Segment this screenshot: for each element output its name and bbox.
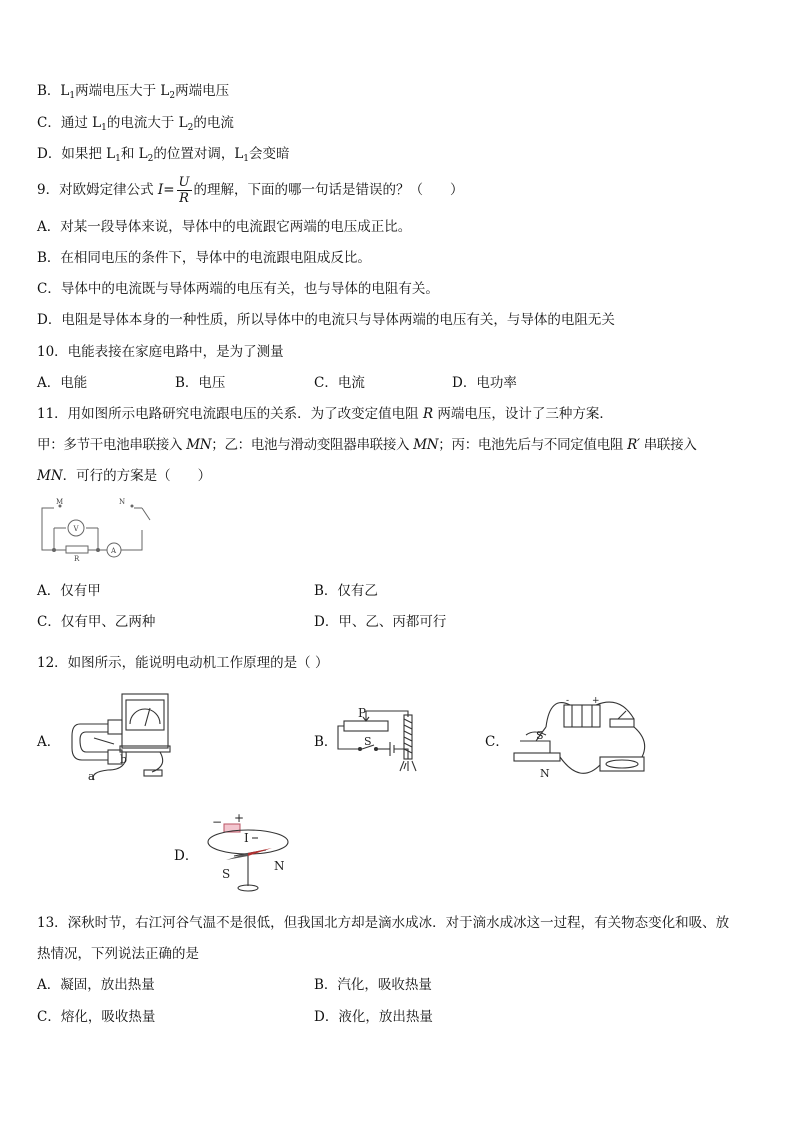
q11-stem: 11．用如图所示电路研究电流跟电压的关系．为了改变定值电阻 R 两端电压，设计了三种方案． <box>37 406 613 422</box>
q10-option-c: C．电流 <box>314 375 365 391</box>
q10-option-a: A．电能 <box>37 375 88 391</box>
q9-option-a: A．对某一段导体来说，导体中的电流跟它两端的电压成正比。 <box>37 219 412 235</box>
q12-label-b: B． <box>314 734 338 750</box>
label-n: N <box>274 859 285 873</box>
ohm-law-fraction: $\frac{U}{R}$ <box>178 175 190 206</box>
terminal-n <box>131 505 134 508</box>
label-b: b <box>120 753 128 766</box>
q12-figure-c-motor-circuit-icon <box>510 695 660 785</box>
label-s: S <box>536 729 544 742</box>
label-plus: + <box>234 811 245 825</box>
q8-option-c: C．通过 $L_1$的电流大于 $L_2$的电流 <box>37 115 234 133</box>
q13-stem-line1: 13．深秋时节，右江河谷气温不是很低，但我国北方却是滴水成冰．对于滴水成冰这一过程，有关物态变化和吸、放 <box>37 915 730 931</box>
q9-stem: 9．对欧姆定律公式 I= $\frac{U}{R}$ 的理解，下面的哪一句话是错误的？（ ） <box>37 175 464 206</box>
label-p: P <box>358 706 367 720</box>
ammeter-icon: A <box>111 547 117 555</box>
q12-figure-a-galvanometer-icon <box>68 690 178 785</box>
q10-option-d: D．电功率 <box>452 375 517 391</box>
q12-figure-d-compass-wire-icon <box>200 812 300 898</box>
q13-option-d: D．液化，放出热量 <box>314 1009 433 1025</box>
q10-stem: 10．电能表接在家庭电路中，是为了测量 <box>37 344 284 360</box>
q8-option-d: D．如果把 $L_1$和 $L_2$的位置对调，$L_1$会变暗 <box>37 146 290 164</box>
label-m: M <box>56 498 64 506</box>
q13-option-c: C．熔化，吸收热量 <box>37 1009 156 1025</box>
label-plus: + <box>592 696 600 706</box>
label-minus: - <box>566 696 570 706</box>
q12-label-d: D． <box>174 848 199 864</box>
q12-label-c: C． <box>485 734 509 750</box>
label-s: S <box>222 867 231 881</box>
q13-option-b: B．汽化，吸收热量 <box>314 977 432 993</box>
q12-label-a: A． <box>37 734 61 750</box>
q9-option-d: D．电阻是导体本身的一种性质，所以导体中的电流只与导体两端的电压有关，与导体的电阻无关 <box>37 312 615 328</box>
q9-option-b: B．在相同电压的条件下，导体中的电流跟电阻成反比。 <box>37 250 371 266</box>
label-minus: − <box>212 815 223 829</box>
q12-figure-b-electromagnet-icon <box>338 703 438 773</box>
label-n: N <box>119 498 126 506</box>
label-n: N <box>540 767 550 780</box>
q11-option-a: A．仅有甲 <box>37 583 101 599</box>
q11-circuit-diagram <box>38 498 158 564</box>
q8-option-b: B．$L_1$两端电压大于 $L_2$两端电压 <box>37 83 230 101</box>
label-s: S <box>364 735 372 748</box>
q9-option-c: C．导体中的电流既与导体两端的电压有关，也与导体的电阻有关。 <box>37 281 439 297</box>
q11-option-c: C．仅有甲、乙两种 <box>37 614 156 630</box>
q11-option-b: B．仅有乙 <box>314 583 378 599</box>
label-i: I <box>244 831 249 845</box>
q13-stem-line2: 热情况，下列说法正确的是 <box>37 946 199 962</box>
q11-question: MN．可行的方案是（ ） <box>37 468 212 484</box>
q11-schemes: 甲：多节干电池串联接入 MN；乙：电池与滑动变阻器串联接入 MN；丙：电池先后与不同定值电阻 R′ 串联接入 <box>37 437 697 453</box>
label-r: R <box>74 555 80 563</box>
q11-option-d: D．甲、乙、丙都可行 <box>314 614 447 630</box>
voltmeter-icon: V <box>73 525 79 533</box>
label-a: a <box>88 770 95 783</box>
q12-stem: 12．如图所示，能说明电动机工作原理的是（ ） <box>37 655 329 671</box>
q13-option-a: A．凝固，放出热量 <box>37 977 155 993</box>
q10-option-b: B．电压 <box>175 375 226 391</box>
